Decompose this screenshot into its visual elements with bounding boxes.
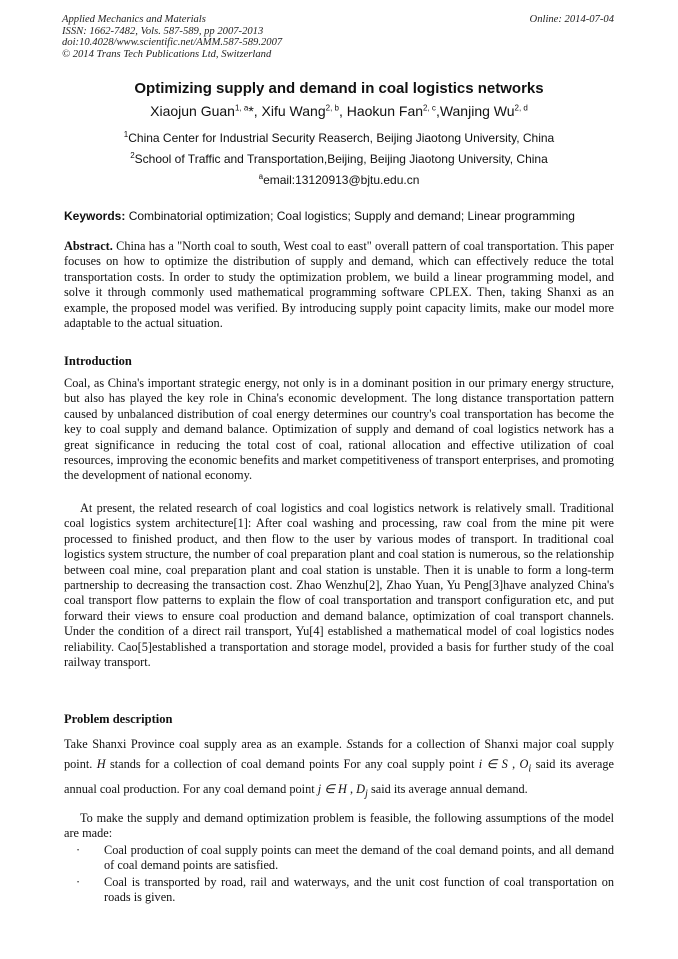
text-run: stands for a collection of coal demand points For any coal supply point: [105, 757, 479, 771]
math-subscript: i: [528, 763, 532, 775]
intro-paragraph-2: At present, the related research of coal logistics and coal logistics network is relatively small. Traditional coal logistics system architecture[1]: After coal washing and processing, raw coal from the mine pit were processed to finished product, and then flow to the user by various modes of transport. In traditional coal logistics system structure, the number of coal preparation plant and coal station is numerous, so the relationship between coal mine, coal preparation plant and coal station is unstable. Then it is unable to form a long-term partnership to decreasing the transaction cost. Zhao Wenzhu[2], Zhao Yuan, Yu Peng[3]have analyzed China's coal transport flow patterns to explain the flow of coal transportation and transport configuration etc, and put forward their views to ensure coal production and demand balance, optimization of coal transport channels. Under the condition of a direct rail transport, Yu[4] established a mathematical model of coal logistics nodes reliability. Cao[5]established a transportation and storage model, provided a basis for further study of the coal railway transport.: [64, 501, 614, 670]
keywords-text: Combinatorial optimization; Coal logistics; Supply and demand; Linear programming: [125, 209, 575, 223]
author-separator: ,: [253, 103, 262, 119]
abstract: [64, 239, 614, 331]
corresponding-star: *: [248, 103, 254, 119]
paper-title: Optimizing supply and demand in coal logistics networks: [134, 80, 544, 97]
journal-header: [62, 14, 282, 60]
copyright-line: © 2014 Trans Tech Publications Ltd, Switzerland: [62, 48, 272, 60]
keywords-label: Keywords:: [64, 209, 126, 223]
math-symbol: H: [96, 757, 106, 771]
math-symbol: D: [356, 782, 366, 797]
problem-paragraph-1: [64, 734, 614, 805]
email-sup: a: [258, 172, 264, 181]
assumption-bullet-2: [76, 875, 614, 906]
affil-sup: 1: [123, 130, 129, 139]
email-text[interactable]: email:13120913@bjtu.edu.cn: [263, 173, 420, 187]
math-symbol: j ∈ H: [317, 782, 347, 797]
author-separator: ,: [338, 103, 347, 119]
math-symbol: S: [346, 737, 353, 751]
author-name: Haokun Fan: [346, 103, 424, 119]
abstract-text: China has a "North coal to south, West coal to east" overall pattern of coal transportation. This paper focuses on how to optimize the distribution of supply and demand, which can effectively reduce the total transportation costs. In order to study the optimization problem, we build a linear programming model, and solve it through commonly used mathematical programming software CPLEX. Then, taking Shanxi as an example, the proposed model was verified. By introducing supply point capacity limits, make our model more adaptable to the actual situation.: [64, 239, 614, 331]
bullet-text: Coal is transported by road, rail and waterways, and the unit cost function of coal transportation on roads is given.: [104, 875, 614, 905]
problem-paragraph-2: To make the supply and demand optimization problem is feasible, the following assumptions of the model are made:: [64, 811, 614, 841]
affiliation-1: [0, 131, 678, 145]
text-run: ,: [346, 782, 357, 797]
author-separator: ,: [435, 103, 440, 119]
doi-line[interactable]: doi:10.4028/www.scientific.net/AMM.587-589.2007: [62, 37, 283, 49]
math-symbol: i ∈ S: [478, 757, 508, 771]
intro-paragraph-1: Coal, as China's important strategic energy, not only is in a dominant position in our primary energy structure, but also has played the key role in China's economic development. The long distance transportation pattern caused by unbalanced distribution of coal energy determines our country's coal transportation has become the key to coal supply and demand balance. Optimization of supply and demand of coal logistics network has a great significance in reducing the total cost of coal, rational allocation and effective utilization of coal resources, improving the economic benefits and market competitiveness of transport enterprises, and promoting the development of national economy.: [64, 376, 614, 483]
bullet-icon: ·: [76, 875, 81, 889]
text-run: stands for a collection of Shanxi major coal supply point.: [64, 737, 614, 771]
abstract-label: Abstract.: [64, 239, 113, 253]
text-run: ,: [507, 757, 520, 771]
online-date: Online: 2014-07-04: [529, 14, 614, 25]
author-email: [0, 173, 678, 187]
author-list: [0, 103, 678, 119]
bullet-text: Coal production of coal supply points can meet the demand of the coal demand points, and all demand of coal demand points are satisfied.: [104, 843, 614, 873]
author-name: Xiaojun Guan: [150, 103, 235, 119]
section-heading-problem: Problem description: [64, 712, 173, 726]
math-symbol: O: [519, 757, 529, 771]
text-run: Take Shanxi Province coal supply area as an example.: [64, 737, 347, 751]
author-name: Wanjing Wu: [439, 103, 515, 119]
math-subscript: j: [365, 788, 368, 800]
affil-text: China Center for Industrial Security Reaserch, Beijing Jiaotong University, China: [128, 131, 555, 145]
bullet-icon: ·: [76, 843, 81, 857]
affil-text: School of Traffic and Transportation,Beijing, Beijing Jiaotong University, China: [134, 152, 548, 166]
journal-name: Applied Mechanics and Materials: [62, 14, 206, 25]
author-affil-sup: 1, a: [234, 103, 249, 113]
affil-sup: 2: [130, 151, 135, 160]
assumption-bullet-1: [76, 843, 614, 874]
author-affil-sup: 2, b: [325, 103, 339, 113]
text-run: said its average annual demand.: [367, 782, 528, 797]
text-run: said its average annual coal production. For any coal demand point: [64, 757, 615, 797]
author-name: Xifu Wang: [261, 103, 326, 119]
affiliation-2: [0, 152, 678, 166]
keywords: [64, 209, 575, 223]
author-affil-sup: 2, c: [423, 103, 436, 113]
section-heading-introduction: Introduction: [64, 354, 132, 368]
issn-line: ISSN: 1662-7482, Vols. 587-589, pp 2007-2013: [62, 25, 264, 37]
author-affil-sup: 2, d: [514, 103, 528, 113]
